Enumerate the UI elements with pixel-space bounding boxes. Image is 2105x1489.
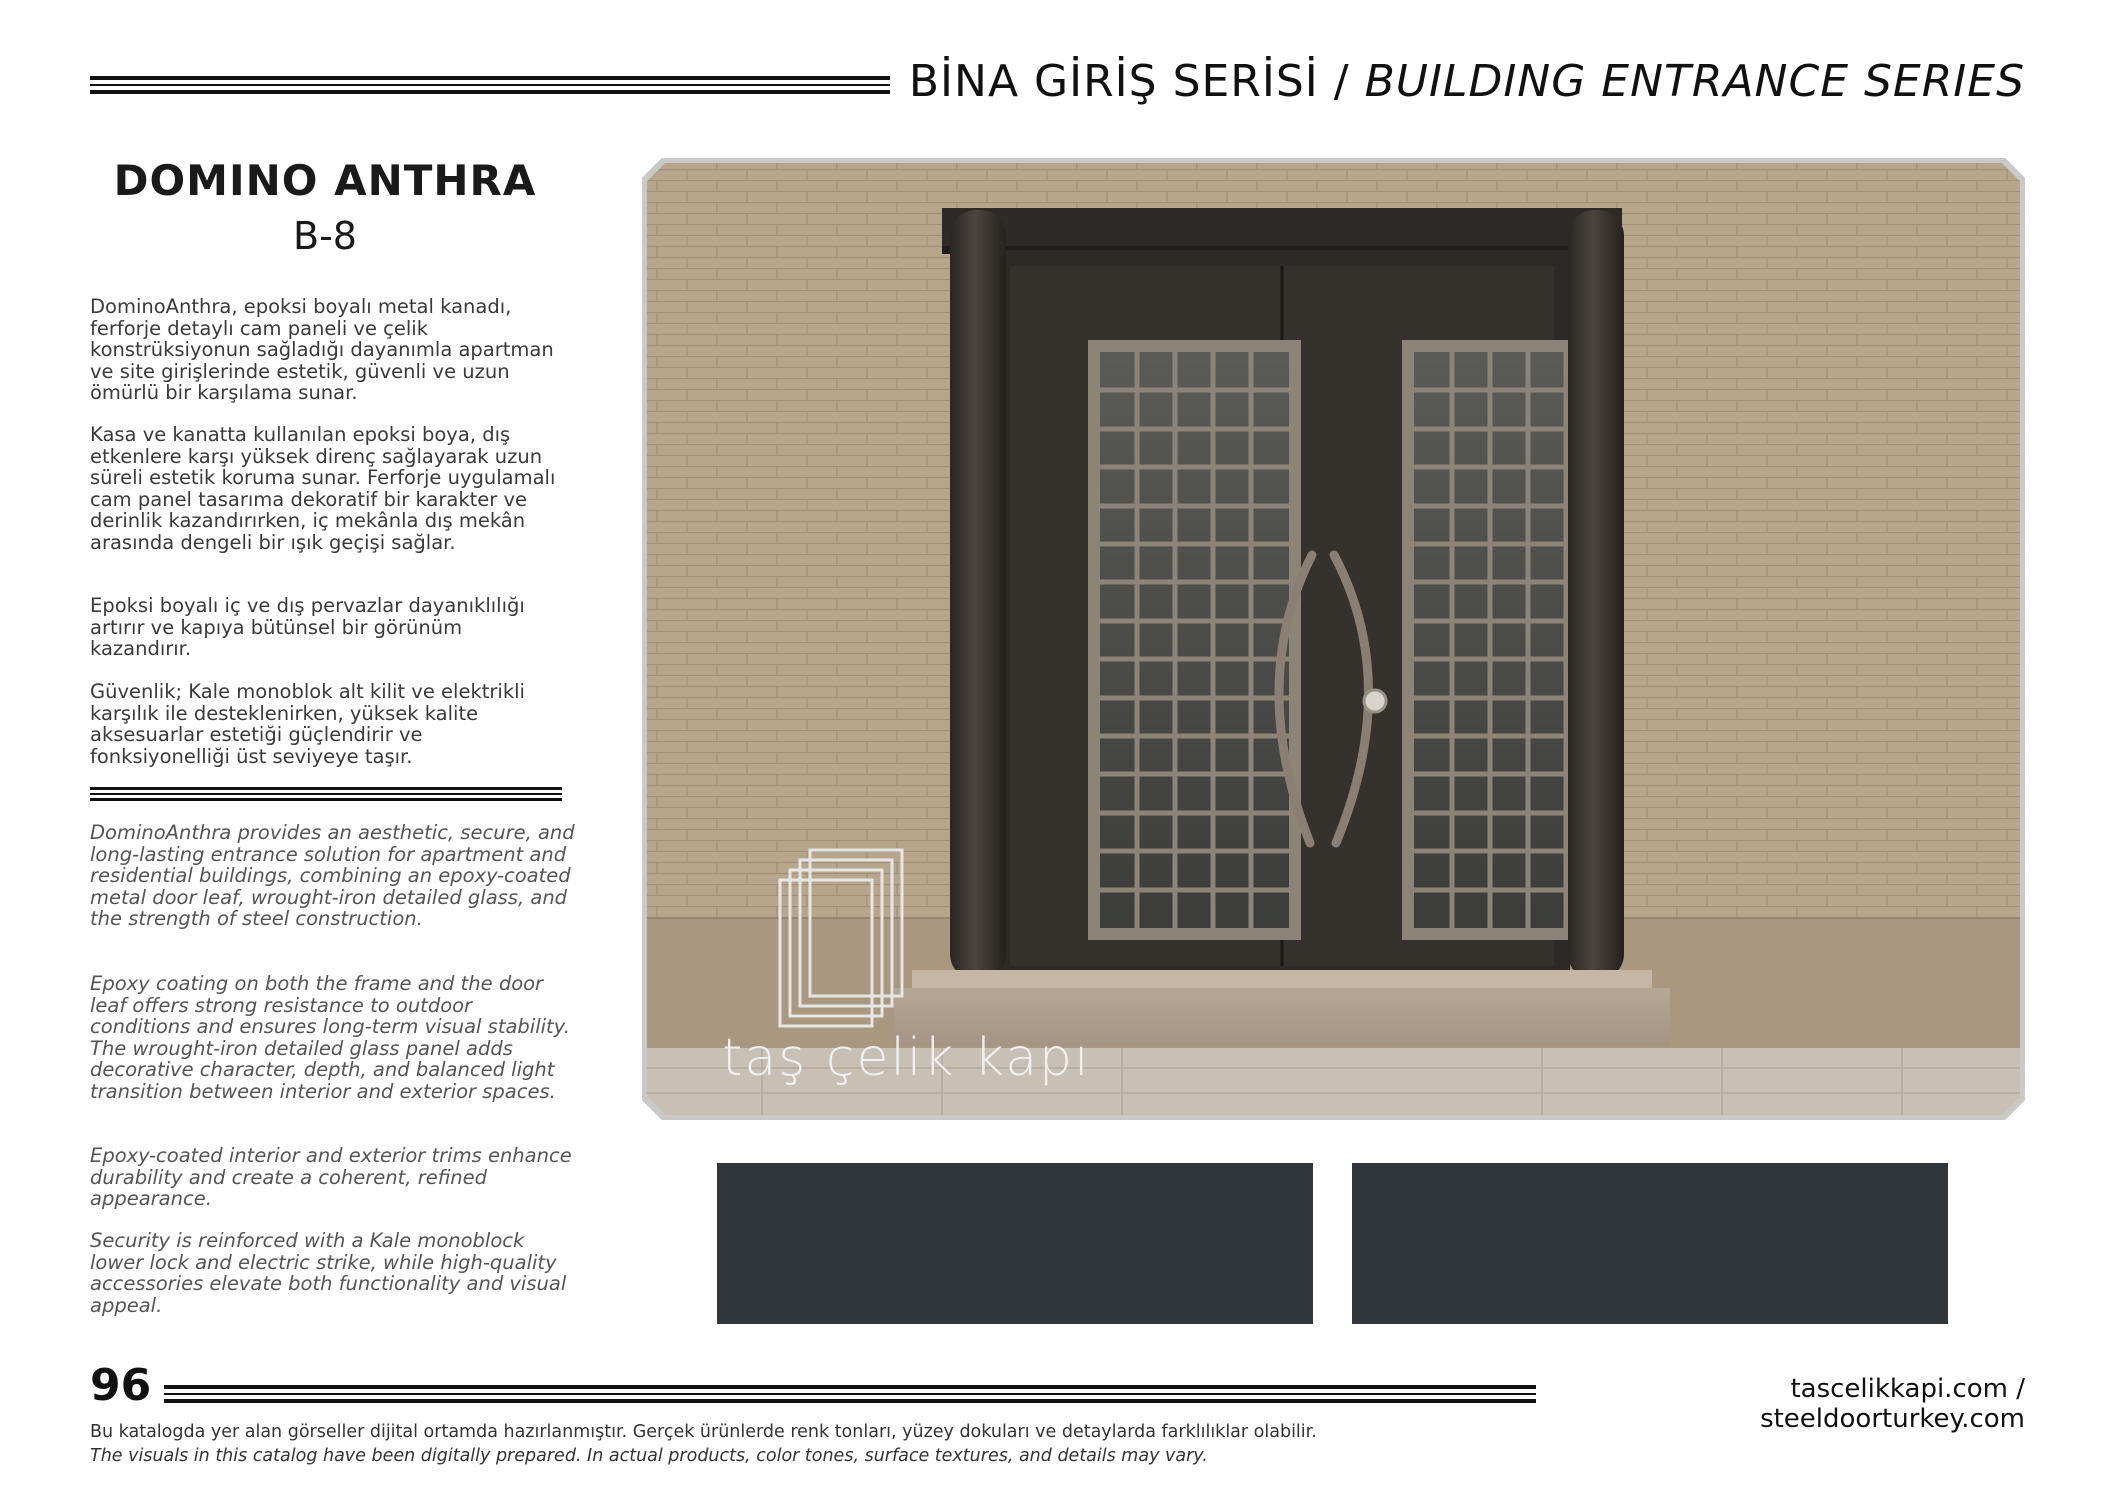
- series-title-tr: BİNA GİRİŞ SERİSİ: [908, 56, 1319, 107]
- description-tr-paragraph: Güvenlik; Kale monoblok alt kilit ve elektrikli karşılık ile desteklenirken, yüksek kalite aksesuarlar estetiği güçlendirir ve fonksiyonelliği üst seviyeye taşır.: [90, 680, 525, 768]
- description-en-paragraph: DominoAnthra provides an aesthetic, secure, and long-lasting entrance solution for apartment and residential buildings, combining an epoxy-coated metal door leaf, wrought-iron detailed glass, and the strength of steel construction.: [90, 821, 575, 930]
- website-link[interactable]: tascelikkapi.com / steeldoorturkey.com: [1760, 1374, 2025, 1434]
- description-tr-paragraph: Kasa ve kanatta kullanılan epoksi boya, dış etkenlere karşı yüksek direnç sağlayarak uzun süreli estetik koruma sunar. Ferforje uygulamalı cam panel tasarıma dekoratif bir karakter ve derinlik kazandırırken, iç mekânla dış mekân arasında dengeli bir ışık geçişi sağlar.: [90, 423, 556, 554]
- description-tr-paragraph: Epoksi boyalı iç ve dış pervazlar dayanıklılığı artırır ve kapıya bütünsel bir görünüm kazandırır.: [90, 594, 525, 660]
- series-title: [905, 56, 2025, 116]
- product-code: B-8: [293, 214, 357, 258]
- product-name: DOMINO ANTHRA: [113, 156, 537, 205]
- description-en-paragraph: Epoxy-coated interior and exterior trims enhance durability and create a coherent, refined appearance.: [90, 1144, 572, 1210]
- watermark: taş çelik kapı: [722, 1028, 1091, 1088]
- description-tr-paragraph: DominoAnthra, epoksi boyalı metal kanadı, ferforje detaylı cam paneli ve çelik konstrüksiyonun sağladığı dayanımla apartman ve site girişlerinde estetik, güvenli ve uzun ömürlü bir karşılama sunar.: [90, 295, 554, 404]
- series-title-separator: /: [1318, 56, 1365, 107]
- color-swatch-left: [717, 1163, 1313, 1324]
- disclaimer-tr: Bu katalogda yer alan görseller dijital ortamda hazırlanmıştır. Gerçek ürünlerde renk tonları, yüzey dokuları ve detaylarda farklılıklar olabilir.: [90, 1422, 1317, 1442]
- description-en-paragraph: Security is reinforced with a Kale monoblock lower lock and electric strike, while high-quality accessories elevate both functionality and visual appeal.: [90, 1229, 567, 1317]
- disclaimer-en: The visuals in this catalog have been digitally prepared. In actual products, color tones, surface textures, and details may vary.: [90, 1446, 1208, 1466]
- color-swatch-right: [1352, 1163, 1948, 1324]
- page-number: 96: [90, 1360, 152, 1411]
- description-en-paragraph: Epoxy coating on both the frame and the door leaf offers strong resistance to outdoor conditions and ensures long-term visual stability. The wrought-iron detailed glass panel adds decorative character, depth, and balanced light transition between interior and exterior spaces.: [90, 972, 570, 1103]
- series-title-en: BUILDING ENTRANCE SERIES: [1364, 56, 2025, 107]
- product-image: [642, 158, 2025, 1120]
- door-illustration: [642, 158, 2025, 1120]
